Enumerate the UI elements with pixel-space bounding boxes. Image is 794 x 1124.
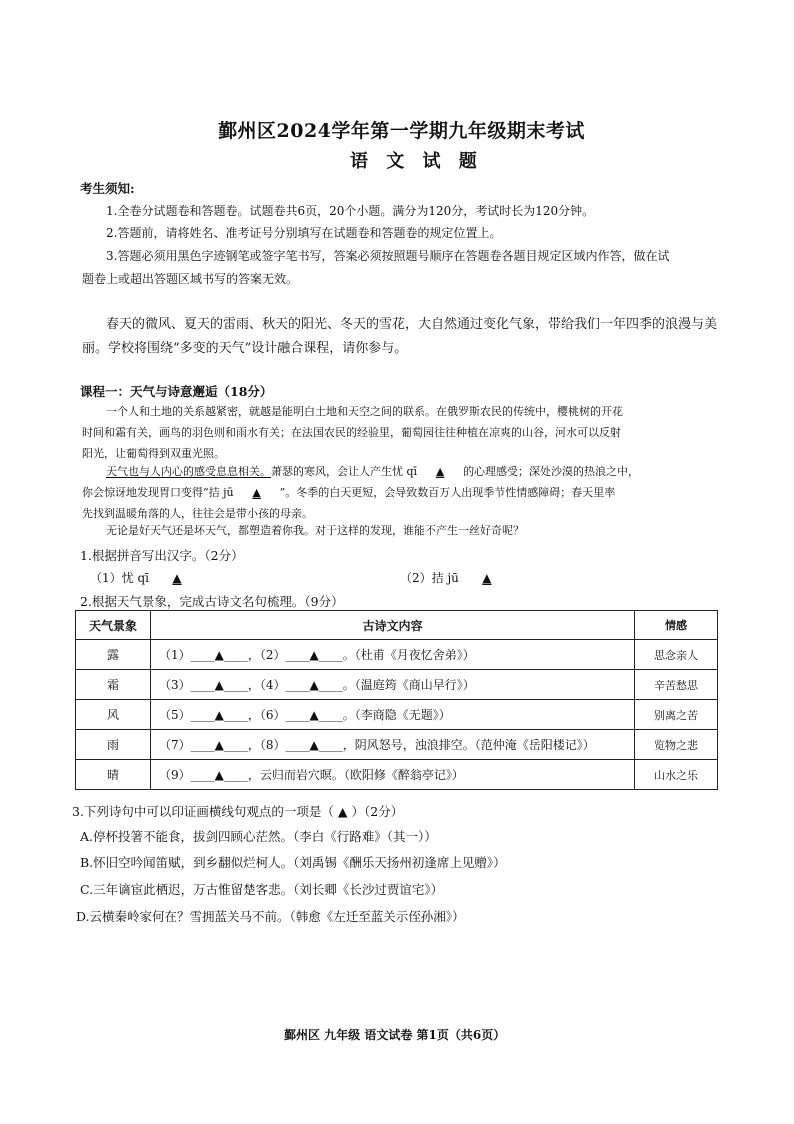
q1-stem: 1.根据拼音写出汉字。（2分）: [80, 548, 244, 563]
intro-line-1: 春天的微风、夏天的雷雨、秋天的阳光、冬天的雪花，大自然通过变化气象，带给我们一年四季的浪漫与美: [106, 317, 718, 332]
notice-item-2: 2.答题前，请将姓名、准考证号分别填写在试题卷和答题卷的规定位置上。: [106, 226, 502, 240]
q1-b: （2）拮 jū ▲: [400, 569, 515, 586]
q2-stem: 2.根据天气景象，完成古诗文名句梳理。（9分）: [80, 594, 344, 609]
header-content: 古诗文内容: [151, 611, 635, 640]
notice-item-3-cont: 题卷上或超出答题区域书写的答案无效。: [82, 272, 299, 286]
q3-option-c[interactable]: C.三年谪宦此栖迟，万古惟留楚客悲。（刘长卿《长沙过贾谊宅》）: [80, 882, 444, 897]
q1-a: （1）忧 qī ▲: [90, 569, 205, 586]
table-row: 雨 （7）____▲____，（8）____▲____，阴风怒号，浊浪排空。（范仲淹《岳阳楼记》） 览物之悲: [76, 730, 718, 760]
passage-p2-line1: 天气也与人内心的感受息息相关。萧瑟的寒风，会让人产生忧 qī ▲ 的心理感受；深处沙漠的热浪之中，: [106, 465, 640, 478]
table-header-row: [76, 611, 718, 640]
header-scene: 天气景象: [76, 611, 151, 640]
table-row: 露 （1）____▲____，（2）____▲____。（杜甫《月夜忆舍弟》） 思念亲人: [76, 640, 718, 670]
table-row: 风 （5）____▲____，（6）____▲____。（李商隐《无题》） 别离之苦: [76, 700, 718, 730]
notice-item-1: 1.全卷分试题卷和答题卷。试题卷共6页，20个小题。满分为120分，考试时长为120分钟。: [106, 204, 595, 218]
q1-a-blank[interactable]: ▲: [172, 571, 182, 585]
q3-option-d[interactable]: D.云横秦岭家何在？雪拥蓝关马不前。（韩愈《左迁至蓝关示侄孙湘》）: [76, 909, 465, 924]
exam-title: 鄞州区2024学年第一学期九年级期末考试: [218, 120, 585, 142]
passage-p1-line2: 时间和霜有关，画鸟的羽色则和雨水有关；在法国农民的经验里，葡萄园往往种植在凉爽的山谷，河水可以反射: [82, 426, 621, 439]
underlined-claim: 天气也与人内心的感受息息相关。: [106, 465, 271, 478]
blank-1[interactable]: ▲: [435, 465, 445, 478]
page-footer: 鄞州区 九年级 语文试卷 第1页（共6页）: [284, 1028, 506, 1042]
exam-subtitle: 语 文 试 题: [350, 151, 483, 172]
intro-line-2: 丽。学校将围绕“多变的天气”设计融合课程，请你参与。: [82, 341, 408, 356]
q1-b-blank[interactable]: ▲: [482, 571, 492, 585]
notice-item-3: 3.答题必须用黑色字迹钢笔或签字笔书写，答案必须按照题号顺序在答题卷各题目规定区域内作答，做在试: [106, 249, 670, 263]
blank-2[interactable]: ▲: [252, 486, 261, 499]
table-row: 霜 （3）____▲____，（4）____▲____。（温庭筠《商山早行》） 辛苦愁思: [76, 670, 718, 700]
poem-table: [75, 610, 718, 790]
notice-heading: 考生须知:: [80, 181, 135, 196]
section1-heading: 课程一：天气与诗意邂逅（18分）: [80, 384, 273, 399]
passage-p2-line3: 先找到温暖角落的人，往往会是带小孩的母亲。: [82, 507, 313, 520]
q3-stem: 3.下列诗句中可以印证画横线句观点的一项是（ ▲ ）（2分）: [72, 804, 404, 819]
passage-p1-line1: 一个人和土地的关系越紧密，就越是能明白土地和天空之间的联系。在俄罗斯农民的传统中，樱桃树的开花: [106, 405, 623, 418]
q3-option-b[interactable]: B.怀旧空吟闻笛赋，到乡翻似烂柯人。（刘禹锡《酬乐天扬州初逢席上见赠》）: [80, 855, 506, 870]
passage-p1-line3: 阳光，让葡萄得到双重光照。: [82, 447, 225, 460]
header-emotion: 情感: [635, 611, 718, 640]
passage-p3: 无论是好天气还是坏天气，都塑造着你我。对于这样的发现，谁能不产生一丝好奇呢？: [106, 524, 524, 537]
passage-p2-line2: 你会惊讶地发现胃口变得“拮 jū ▲ ”。冬季的白天更短，会导致数百万人出现季节性情感障碍；春天里率: [82, 486, 616, 499]
q3-option-a[interactable]: A.停杯投箸不能食，拔剑四顾心茫然。（李白《行路难》（其一））: [80, 829, 437, 844]
table-row: 晴 （9）____▲____，云归而岩穴暝。（欧阳修《醉翁亭记》） 山水之乐: [76, 760, 718, 790]
